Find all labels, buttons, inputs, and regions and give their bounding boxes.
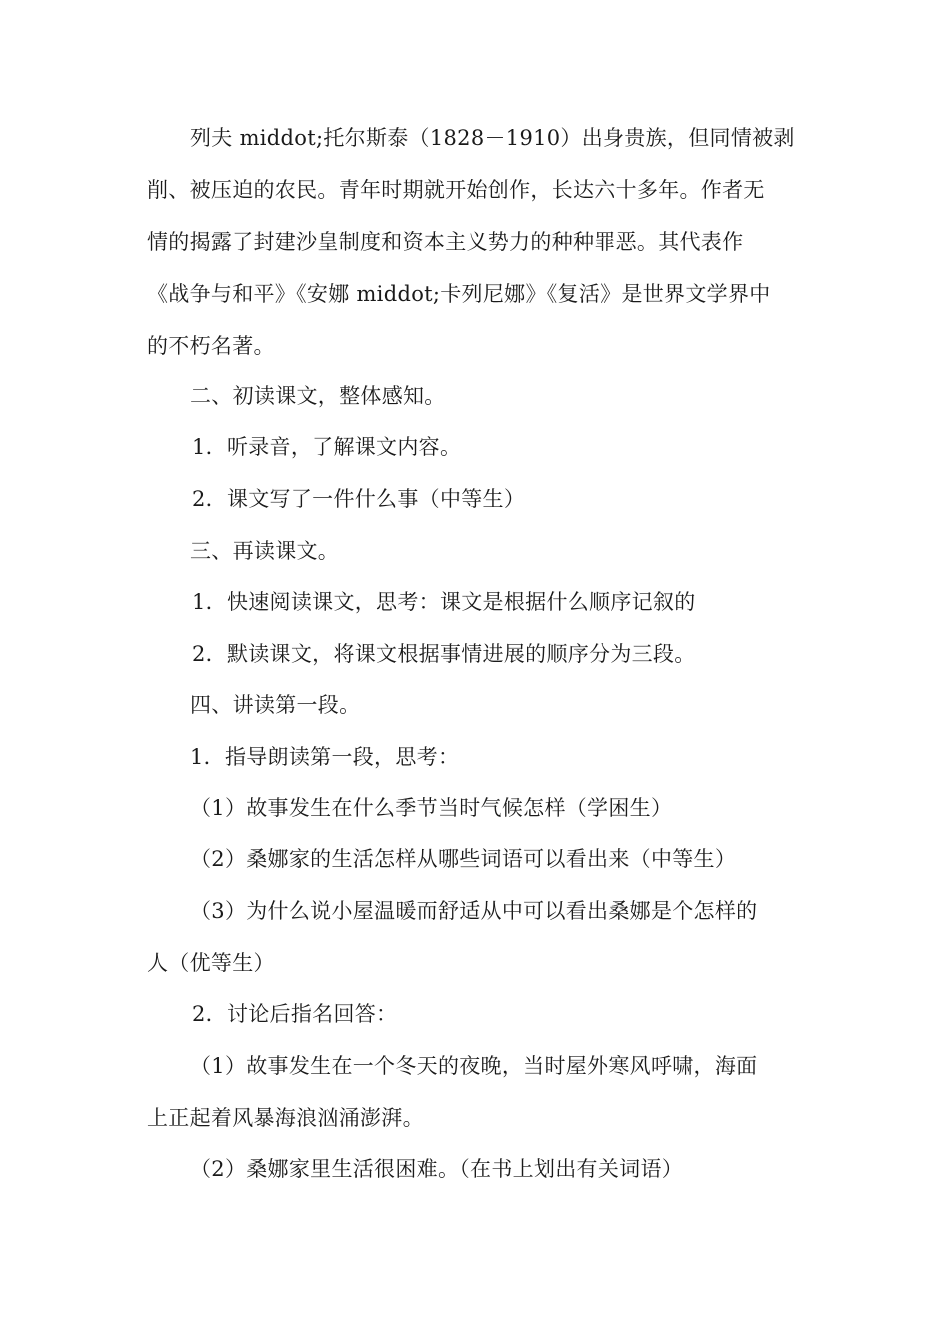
paragraph-line: 削、被压迫的农民。青年时期就开始创作，长达六十多年。作者无 [147,178,765,202]
list-item: 1．快速阅读课文，思考：课文是根据什么顺序记叙的 [192,590,696,614]
paragraph-line: 《战争与和平》《安娜 middot;卡列尼娜》《复活》是世界文学界中 [147,282,771,306]
section-heading: 四、讲读第一段。 [190,693,361,717]
paragraph-line: 列夫 middot;托尔斯泰（1828－1910）出身贵族，但同情被剥 [190,126,795,150]
paragraph-line: 情的揭露了封建沙皇制度和资本主义势力的种种罪恶。其代表作 [147,230,744,254]
list-item: 2．默读课文，将课文根据事情进展的顺序分为三段。 [192,642,696,666]
answer-line: （2）桑娜家里生活很困难。（在书上划出有关词语） [190,1157,684,1181]
list-item: 1．听录音，了解课文内容。 [192,435,462,459]
sub-question: （3）为什么说小屋温暖而舒适从中可以看出桑娜是个怎样的 [190,899,758,923]
sub-question: （1）故事发生在什么季节当时气候怎样（学困生） [190,796,673,820]
section-heading: 三、再读课文。 [190,539,340,563]
paragraph-line: 的不朽名著。 [147,334,275,358]
paragraph-line: 上正起着风暴海浪汹涌澎湃。 [147,1106,424,1130]
answer-line: （1）故事发生在一个冬天的夜晚，当时屋外寒风呼啸，海面 [190,1054,758,1078]
list-item: 2．讨论后指名回答： [192,1002,398,1026]
paragraph-line: 人（优等生） [147,951,275,975]
list-item: 2．课文写了一件什么事（中等生） [192,487,526,511]
section-heading: 二、初读课文，整体感知。 [190,384,446,408]
sub-question: （2）桑娜家的生活怎样从哪些词语可以看出来（中等生） [190,847,737,871]
list-item: 1．指导朗读第一段，思考： [190,745,460,769]
